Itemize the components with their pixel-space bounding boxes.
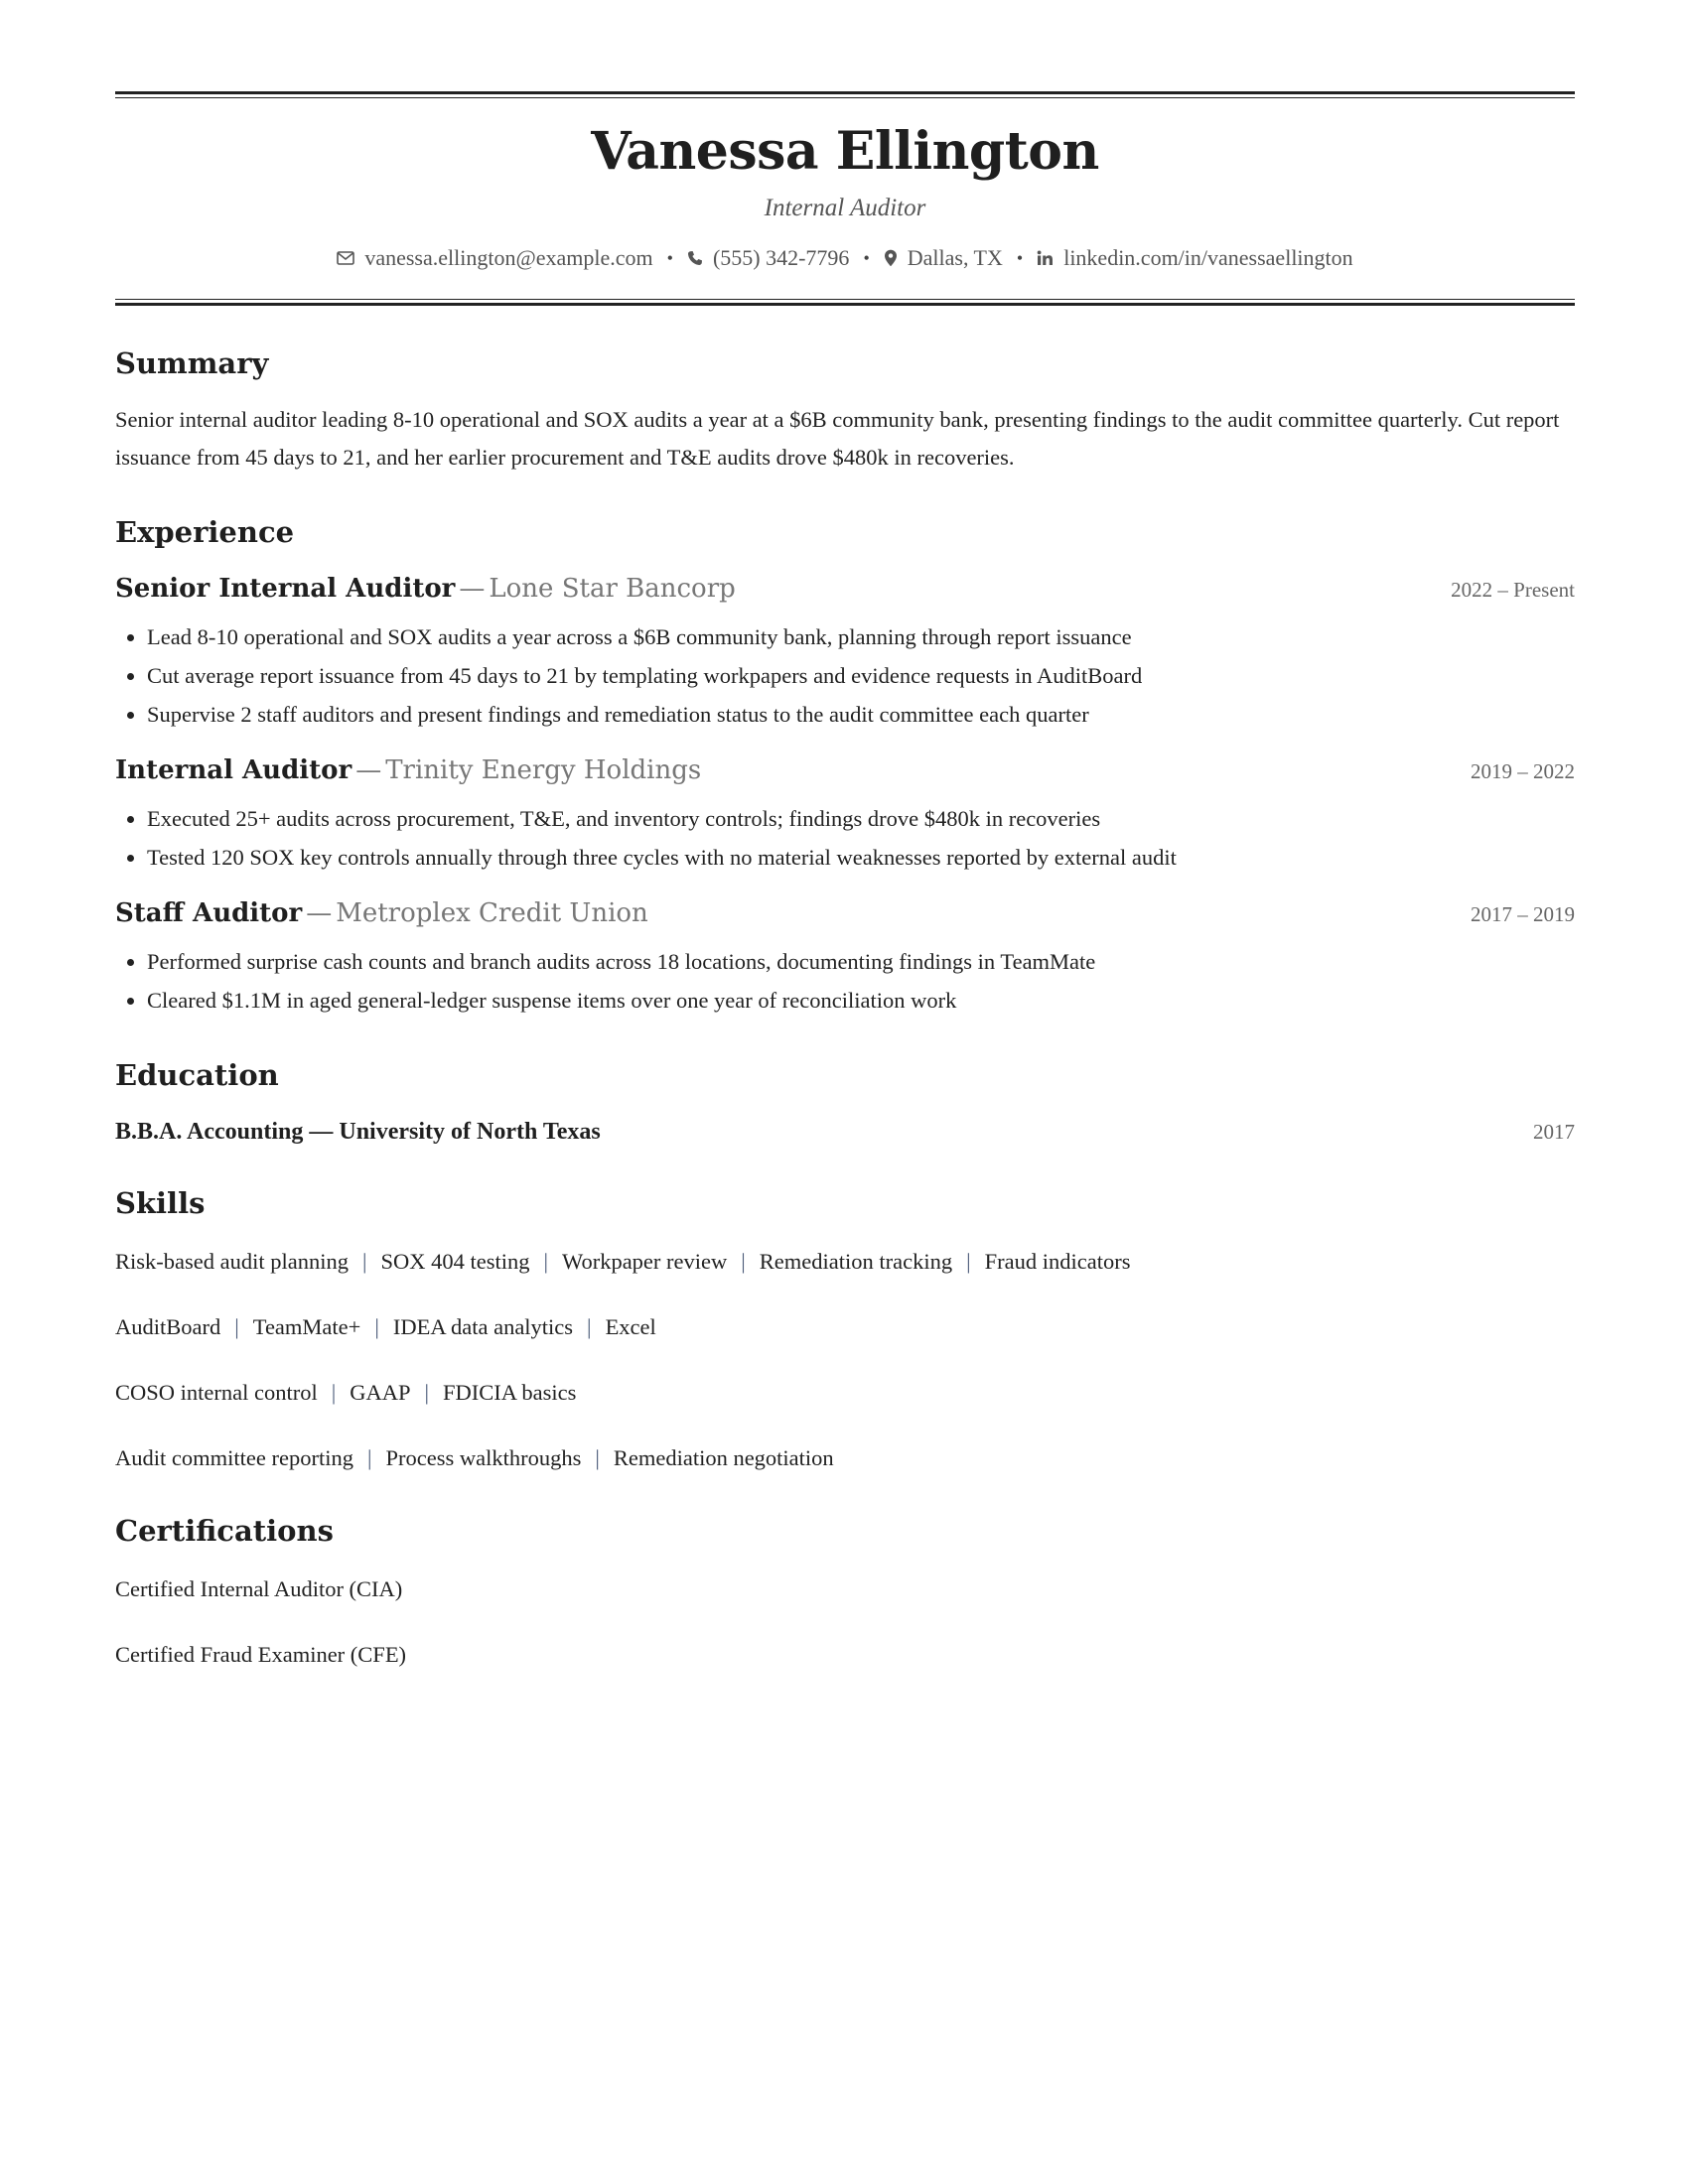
job-dash: — <box>355 755 382 785</box>
contact-separator: • <box>863 248 870 268</box>
job-role: Senior Internal Auditor <box>115 574 456 604</box>
job-bullet: • Cut average report issuance from 45 days to 21 by templating workpapers and evidence requests in AuditBoard <box>147 656 1575 695</box>
section-heading-summary: Summary <box>115 346 269 380</box>
education-section <box>115 1057 1575 1146</box>
contact-location <box>884 243 1003 273</box>
candidate-title: Internal Auditor <box>764 195 926 221</box>
job-dash: — <box>459 574 486 604</box>
skill-line <box>115 1443 1575 1473</box>
contact-email[interactable] <box>337 243 652 273</box>
job-entry <box>115 574 1575 734</box>
contact-separator: • <box>666 248 673 268</box>
job-entry <box>115 898 1575 1020</box>
certification-item: Certified Internal Auditor (CIA) <box>115 1576 403 1601</box>
skill-item: Excel <box>605 1314 656 1339</box>
job-dash: — <box>306 898 333 928</box>
linkedin-icon <box>1037 250 1054 266</box>
skill-item: Risk-based audit planning <box>115 1249 349 1274</box>
skill-item: AuditBoard <box>115 1314 221 1339</box>
skill-separator: | <box>543 1249 549 1274</box>
experience-section <box>115 514 1575 1020</box>
skill-separator: | <box>424 1380 430 1405</box>
job-bullets <box>115 942 1575 1020</box>
skill-item: COSO internal control <box>115 1380 318 1405</box>
skill-line <box>115 1247 1575 1277</box>
email-text: vanessa.ellington@example.com <box>364 245 653 270</box>
skill-item: GAAP <box>350 1380 411 1405</box>
job-bullet: • Tested 120 SOX key controls annually through three cycles with no material weaknesses reported by external audit <box>147 838 1575 877</box>
skill-separator: | <box>374 1314 379 1339</box>
skill-separator: | <box>234 1314 239 1339</box>
job-dates: 2017 – 2019 <box>1471 902 1575 926</box>
job-bullet: • Supervise 2 staff auditors and present findings and remediation status to the audit committee each quarter <box>147 695 1575 734</box>
job-entry <box>115 755 1575 877</box>
skill-item: Workpaper review <box>562 1249 728 1274</box>
skill-separator: | <box>587 1314 592 1339</box>
resume-header <box>115 120 1575 273</box>
job-dates: 2022 – Present <box>1451 578 1575 602</box>
summary-text: Senior internal auditor leading 8-10 operational and SOX audits a year at a $6B community bank, presenting findings to the audit committee quarterly. Cut report issuance from 45 days to 21, and her earlier procurement and T&E audits drove $480k in recoveries. <box>115 407 1560 470</box>
skill-separator: | <box>366 1445 372 1470</box>
skill-separator: | <box>331 1380 337 1405</box>
skill-separator: | <box>595 1445 600 1470</box>
job-role: Staff Auditor <box>115 898 303 928</box>
phone-icon <box>687 250 703 266</box>
map-pin-icon <box>884 249 898 267</box>
education-entry <box>115 1119 1575 1146</box>
contact-separator: • <box>1016 248 1024 268</box>
header-top-rule <box>115 91 1575 98</box>
job-bullet: • Performed surprise cash counts and branch audits across 18 locations, documenting findings in TeamMate <box>147 942 1575 981</box>
contact-linkedin[interactable] <box>1037 243 1352 273</box>
header-bottom-rule <box>115 299 1575 306</box>
skill-item: Process walkthroughs <box>385 1445 582 1470</box>
skill-item: FDICIA basics <box>443 1380 577 1405</box>
skill-separator: | <box>966 1249 971 1274</box>
skill-item: Audit committee reporting <box>115 1445 353 1470</box>
job-bullet: • Cleared $1.1M in aged general-ledger suspense items over one year of reconciliation work <box>147 981 1575 1020</box>
section-heading-education: Education <box>115 1058 279 1092</box>
section-heading-skills: Skills <box>115 1186 206 1220</box>
skill-item: Remediation negotiation <box>613 1445 834 1470</box>
section-heading-certifications: Certifications <box>115 1514 334 1548</box>
summary-section <box>115 345 1575 477</box>
job-dates: 2019 – 2022 <box>1471 759 1575 783</box>
job-company: Trinity Energy Holdings <box>385 755 702 785</box>
resume-page <box>115 91 1575 1670</box>
mail-icon <box>337 251 354 265</box>
job-role: Internal Auditor <box>115 755 352 785</box>
section-heading-experience: Experience <box>115 515 295 549</box>
job-bullets <box>115 799 1575 877</box>
skill-item: Remediation tracking <box>759 1249 953 1274</box>
job-bullet: • Lead 8-10 operational and SOX audits a year across a $6B community bank, planning through report issuance <box>147 617 1575 656</box>
skills-lines <box>115 1247 1575 1473</box>
location-text: Dallas, TX <box>907 245 1003 270</box>
job-company: Lone Star Bancorp <box>489 574 736 604</box>
certification-item: Certified Fraud Examiner (CFE) <box>115 1642 407 1667</box>
contact-line <box>115 243 1575 273</box>
job-company: Metroplex Credit Union <box>336 898 648 928</box>
education-year: 2017 <box>1533 1120 1575 1144</box>
certifications-section <box>115 1513 1575 1670</box>
skills-section <box>115 1185 1575 1473</box>
skill-separator: | <box>361 1249 367 1274</box>
skill-item: IDEA data analytics <box>392 1314 574 1339</box>
skill-separator: | <box>741 1249 746 1274</box>
skill-line <box>115 1378 1575 1408</box>
linkedin-text: linkedin.com/in/vanessaellington <box>1063 245 1353 270</box>
contact-phone[interactable] <box>687 243 849 273</box>
skill-item: TeamMate+ <box>252 1314 361 1339</box>
skill-item: SOX 404 testing <box>380 1249 530 1274</box>
skill-line <box>115 1312 1575 1342</box>
job-bullets <box>115 617 1575 734</box>
skill-item: Fraud indicators <box>984 1249 1131 1274</box>
education-degree: B.B.A. Accounting — University of North Texas <box>115 1119 601 1145</box>
phone-text: (555) 342-7796 <box>712 245 850 270</box>
job-bullet: • Executed 25+ audits across procurement, T&E, and inventory controls; findings drove $480k in recoveries <box>147 799 1575 838</box>
candidate-name: Vanessa Ellington <box>591 121 1099 182</box>
